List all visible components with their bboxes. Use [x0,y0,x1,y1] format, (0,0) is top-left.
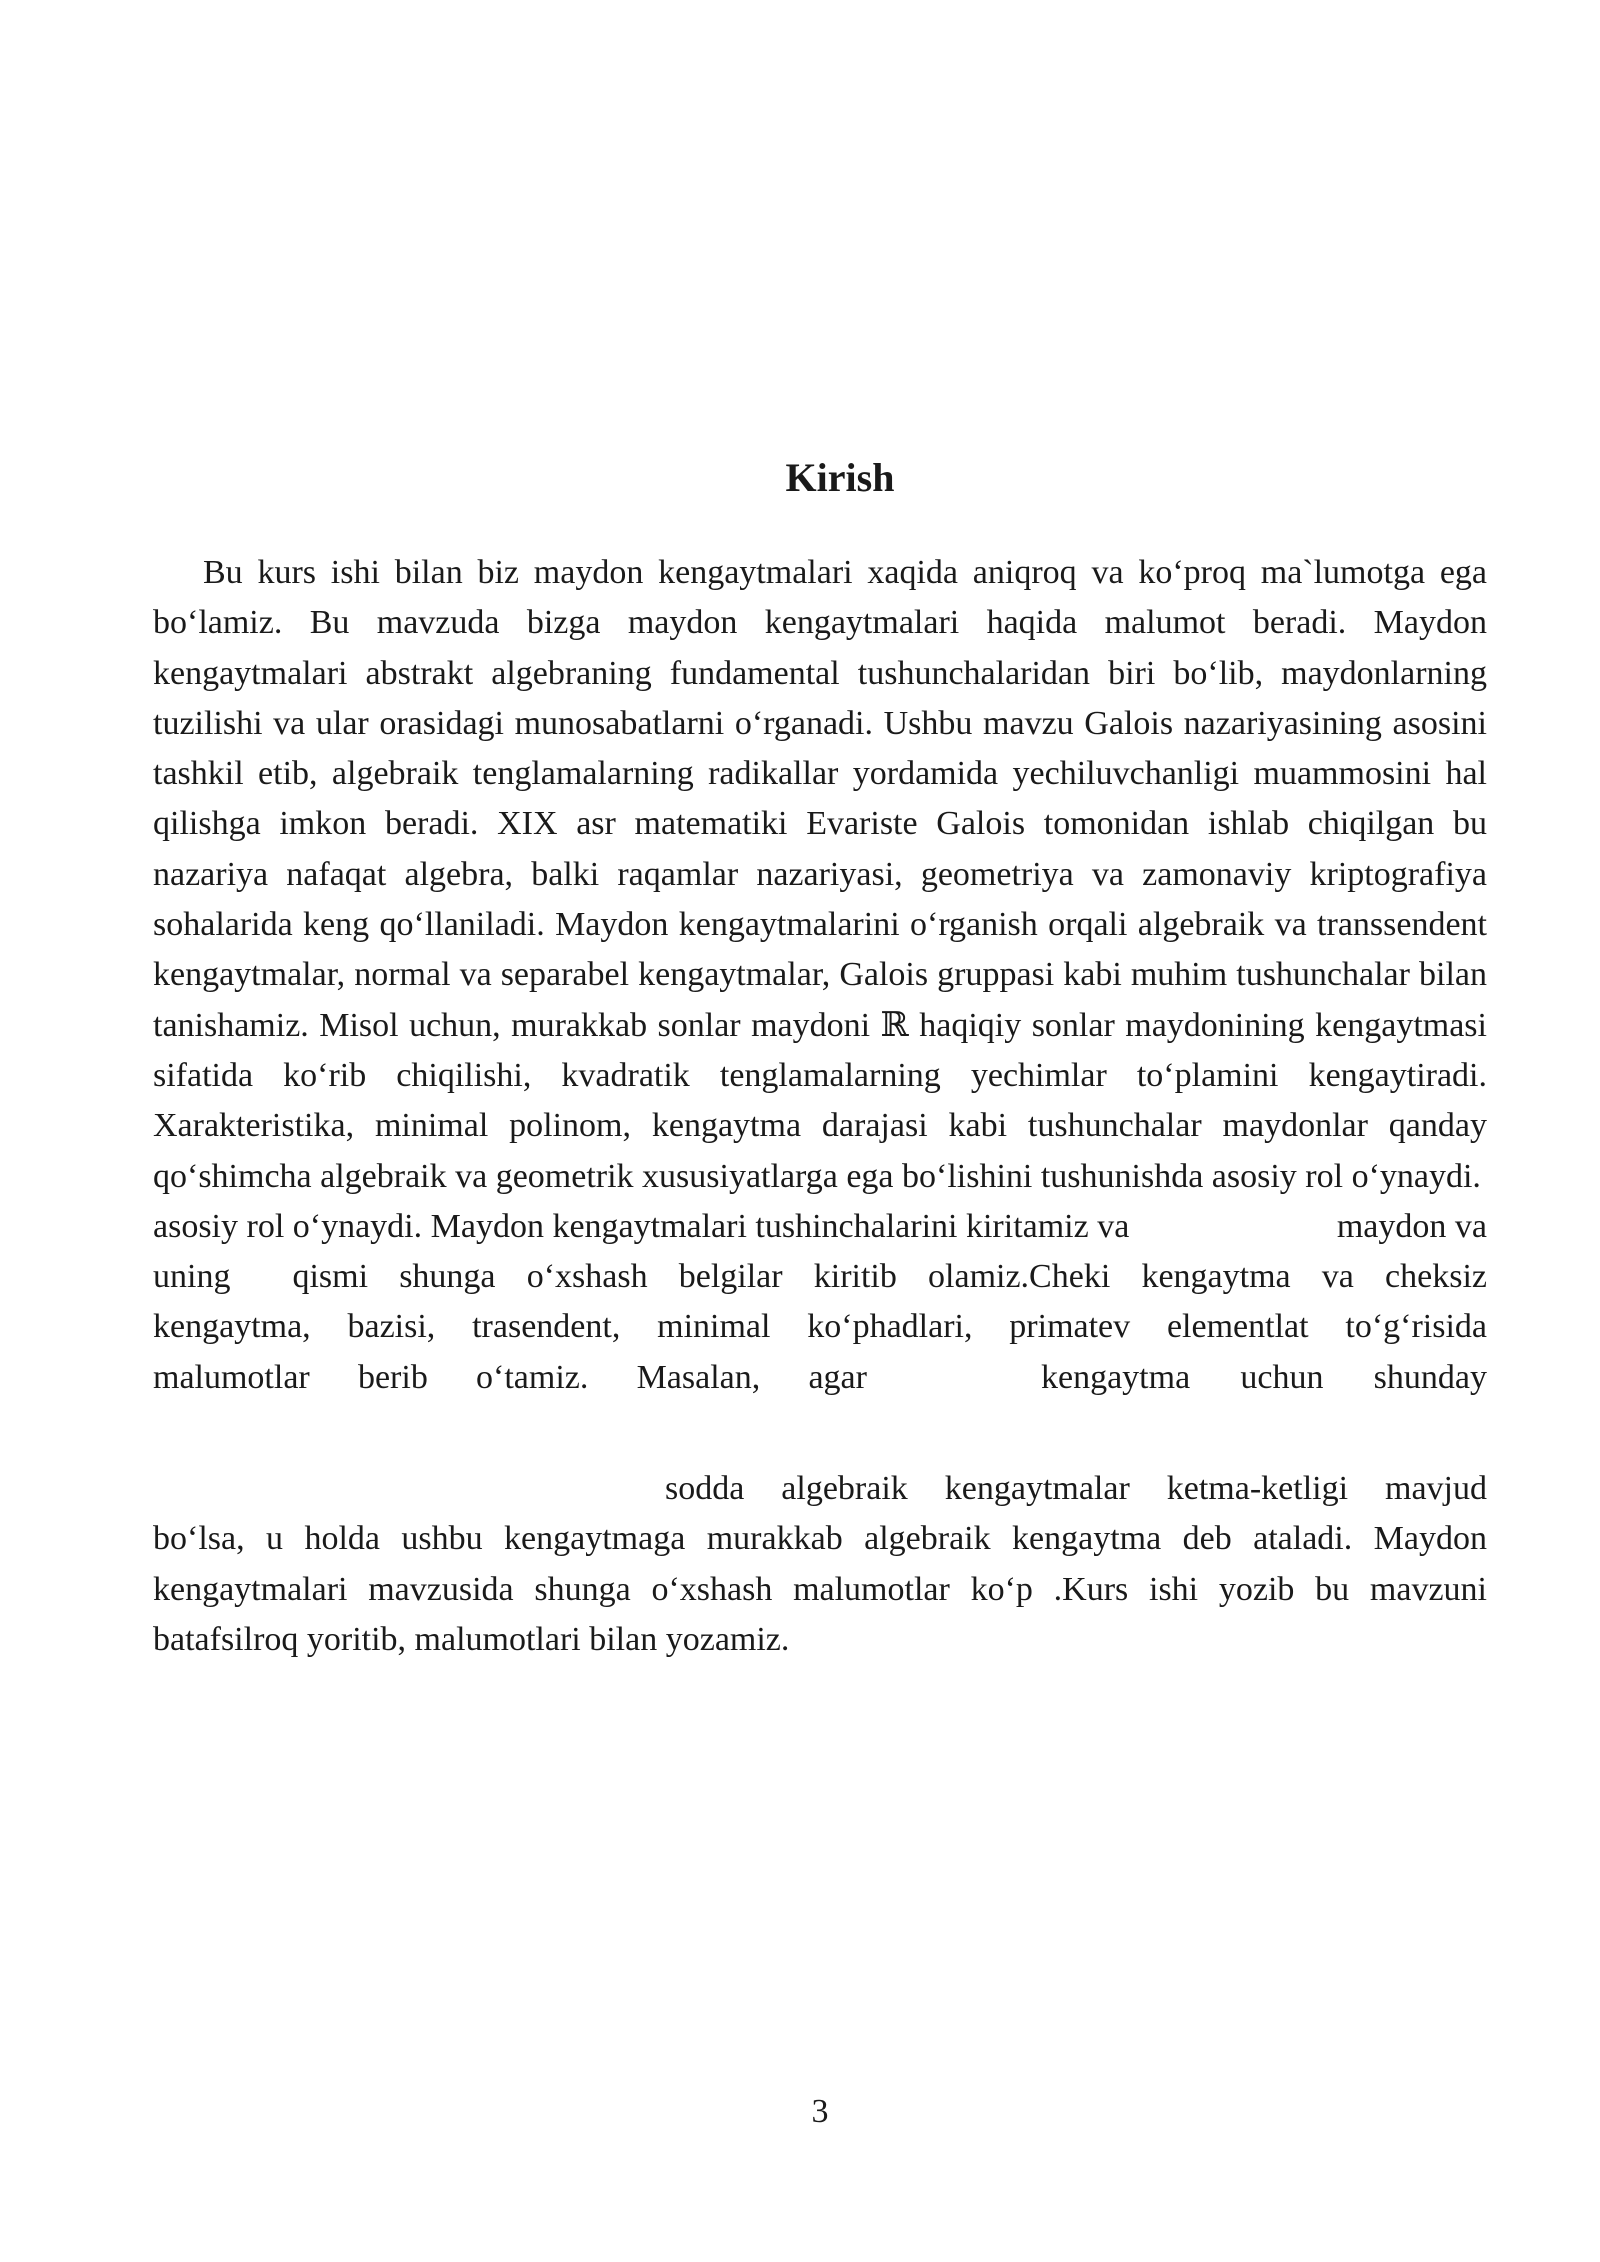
intro-sentence: Bu kurs ishi bilan biz maydon kengaytmalari xaqida aniqroq va ko‘proq ma`lumotga ega bo‘lamiz. Bu mavzuda bizga maydon kengaytmalari haqida malumot beradi. [153,554,1487,642]
formula-gap [230,1252,292,1302]
line-with-gap-a [153,1202,1487,1252]
line-d-word: Masalan, [636,1358,761,1396]
line-d-word: malumotlar [153,1358,310,1396]
line-a-left: asosiy rol o‘ynaydi. Maydon kengaytmalari tushinchalarini kiritamiz va [153,1207,1130,1245]
page-number: 3 [811,2093,829,2130]
intro-paragraph [153,548,1487,1403]
tail-rest: bo‘lsa, u holda ushbu kengaytmaga murakkab algebraik kengaytma deb ataladi. Maydon kengaytmalari mavzusida shunga o‘xshash malumotlar ko‘p .Kurs ishi yozib bu mavzuni batafsilroq yoritib, malumotlari bilan yozamiz. [153,1520,1487,1658]
intro-body: Maydon kengaytmalari abstrakt algebraning fundamental tushunchalaridan biri bo‘lib, maydonlarning tuzilishi va ular orasidagi munosabatlarni o‘rganadi. Ushbu mavzu Galois nazariyasining asosini tashkil etib, algebraik tenglamalarning radikallar yordamida yechiluvchanligi muammosini hal qilishga imkon beradi. XIX asr matematiki Evariste Galois tomonidan ishlab chiqilgan bu nazariya nafaqat algebra, balki raqamlar nazariyasi, geometriya va zamonaviy kriptografiya sohalarida keng qo‘llaniladi. Maydon kengaytmalarini o‘rganish orqali algebraik va transsendent kengaytmalar, normal va separabel kengaytmalar, Galois gruppasi kabi muhim tushunchalar bilan tanishamiz. Misol uchun, murakkab sonlar maydoni ℝ haqiqiy sonlar maydonining kengaytmasi sifatida ko‘rib chiqilishi, kvadratik tenglamalarning yechimlar to‘plamini kengaytiradi. Xarakteristika, minimal polinom, kengaytma darajasi kabi tushunchalar maydonlar qanday qo‘shimcha algebraik va geometrik xususiyatlarga ega bo‘lishini tushunishda asosiy rol o‘ynaydi. [153,604,1487,1195]
line-b-left: uning [153,1258,231,1296]
line-d-word: o‘tamiz. [476,1358,589,1396]
line-d-word: berib [357,1358,428,1396]
line-with-gap-b [153,1252,1487,1302]
line-with-gap-d [153,1353,1487,1403]
line-d-word: shunday [1373,1358,1487,1396]
line-b-right: qismi shunga o‘xshash belgilar kiritib olamiz.Cheki kengaytma va cheksiz [292,1258,1487,1296]
formula-gap [867,1353,1041,1403]
line-d-right [1041,1353,1487,1403]
line-c: kengaytma, bazisi, trasendent, minimal ko‘phadlari, primatev elementlat to‘g‘risida [153,1308,1487,1346]
line-d-word: kengaytma [1041,1358,1191,1396]
line-a-right: maydon va [1336,1207,1487,1245]
line-d-left [153,1353,867,1403]
line-d-word: agar [808,1358,867,1396]
line-d-word: uchun [1240,1358,1324,1396]
page-title: Kirish [785,455,895,500]
tail-first-line: sodda algebraik kengaytmalar ketma-ketligi mavjud [665,1470,1487,1507]
tail-paragraph [153,1464,1487,1665]
